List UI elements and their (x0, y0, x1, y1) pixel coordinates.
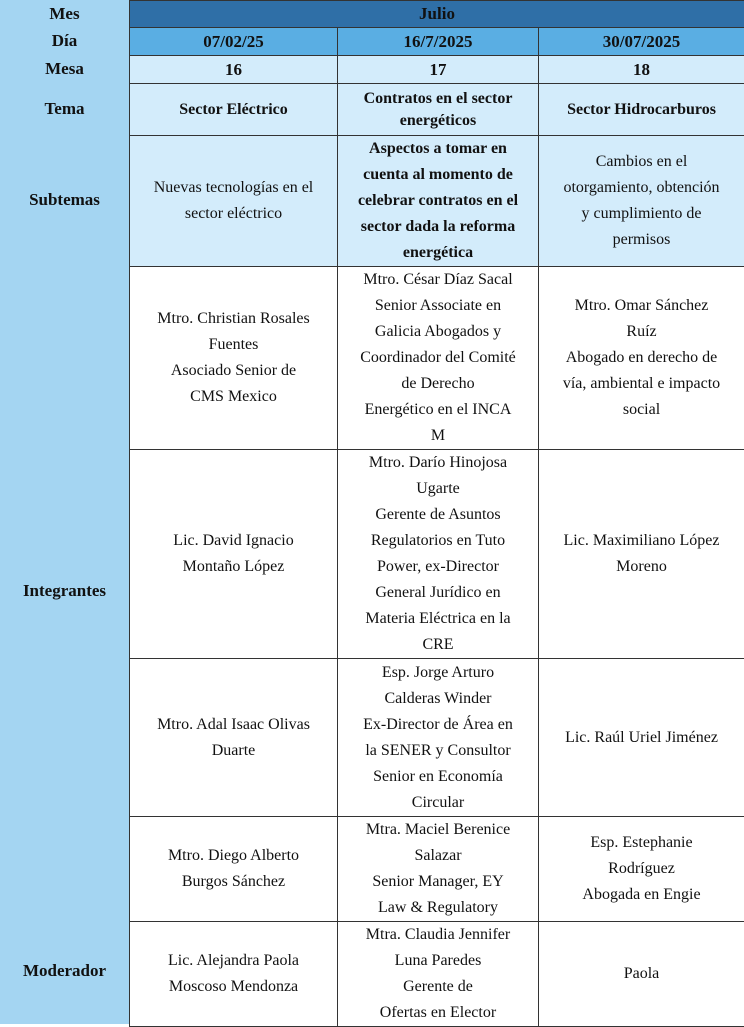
day-row (130, 28, 744, 56)
integrante-cell: Esp. Estephanie Rodríguez Abogada en Engie (539, 817, 744, 922)
mesa-row (130, 56, 744, 84)
tema-cell: Sector Eléctrico (130, 84, 338, 136)
day-cell: 30/07/2025 (539, 28, 744, 56)
label-dia: Día (0, 27, 129, 55)
integrantes-row (130, 267, 744, 450)
mesa-cell: 18 (539, 56, 744, 84)
integrante-cell: Mtro. Diego Alberto Burgos Sánchez (130, 817, 338, 922)
integrante-cell: Mtro. Omar Sánchez Ruíz Abogado en derecho de vía, ambiental e impacto social (539, 267, 744, 450)
subtemas-row (130, 136, 744, 267)
month-cell: Julio (130, 1, 744, 28)
label-tema: Tema (0, 83, 129, 135)
integrante-cell: Mtro. Christian Rosales Fuentes Asociado Senior de CMS Mexico (130, 267, 338, 450)
mesa-cell: 17 (338, 56, 539, 84)
integrante-cell: Lic. Maximiliano López Moreno (539, 450, 744, 659)
subtema-cell: Cambios en el otorgamiento, obtención y cumplimiento de permisos (539, 136, 744, 267)
moderador-cell: Mtra. Claudia Jennifer Luna Paredes Gerente de Ofertas en Elector (338, 922, 539, 1027)
integrante-cell: Esp. Jorge Arturo Calderas Winder Ex-Director de Área en la SENER y Consultor Senior en Economía Circular (338, 659, 539, 817)
integrante-cell: Lic. David Ignacio Montaño López (130, 450, 338, 659)
label-mesa: Mesa (0, 55, 129, 83)
label-integrantes: Integrantes (0, 264, 129, 917)
day-cell: 16/7/2025 (338, 28, 539, 56)
schedule-table (129, 0, 744, 1027)
integrantes-row (130, 817, 744, 922)
subtema-cell: Aspectos a tomar en cuenta al momento de celebrar contratos en el sector dada la reforma energética (338, 136, 539, 267)
integrante-cell: Mtra. Maciel Berenice Salazar Senior Manager, EY Law & Regulatory (338, 817, 539, 922)
integrantes-row (130, 659, 744, 817)
tema-row (130, 84, 744, 136)
label-moderador: Moderador (0, 917, 129, 1024)
integrante-cell: Lic. Raúl Uriel Jiménez (539, 659, 744, 817)
tema-cell: Contratos en el sector energéticos (338, 84, 539, 136)
moderador-cell: Lic. Alejandra Paola Moscoso Mendonza (130, 922, 338, 1027)
integrante-cell: Mtro. Adal Isaac Olivas Duarte (130, 659, 338, 817)
month-row (130, 1, 744, 28)
row-label-column (0, 0, 129, 1024)
integrantes-row (130, 450, 744, 659)
day-cell: 07/02/25 (130, 28, 338, 56)
tema-cell: Sector Hidrocarburos (539, 84, 744, 136)
label-subtemas: Subtemas (0, 135, 129, 264)
moderador-cell: Paola (539, 922, 744, 1027)
moderador-row (130, 922, 744, 1027)
subtema-cell: Nuevas tecnologías en el sector eléctrico (130, 136, 338, 267)
label-mes: Mes (0, 0, 129, 27)
integrante-cell: Mtro. César Díaz Sacal Senior Associate en Galicia Abogados y Coordinador del Comité de Derecho Energético en el INCA M (338, 267, 539, 450)
mesa-cell: 16 (130, 56, 338, 84)
integrante-cell: Mtro. Darío Hinojosa Ugarte Gerente de Asuntos Regulatorios en Tuto Power, ex-Director General Jurídico en Materia Eléctrica en la CRE (338, 450, 539, 659)
